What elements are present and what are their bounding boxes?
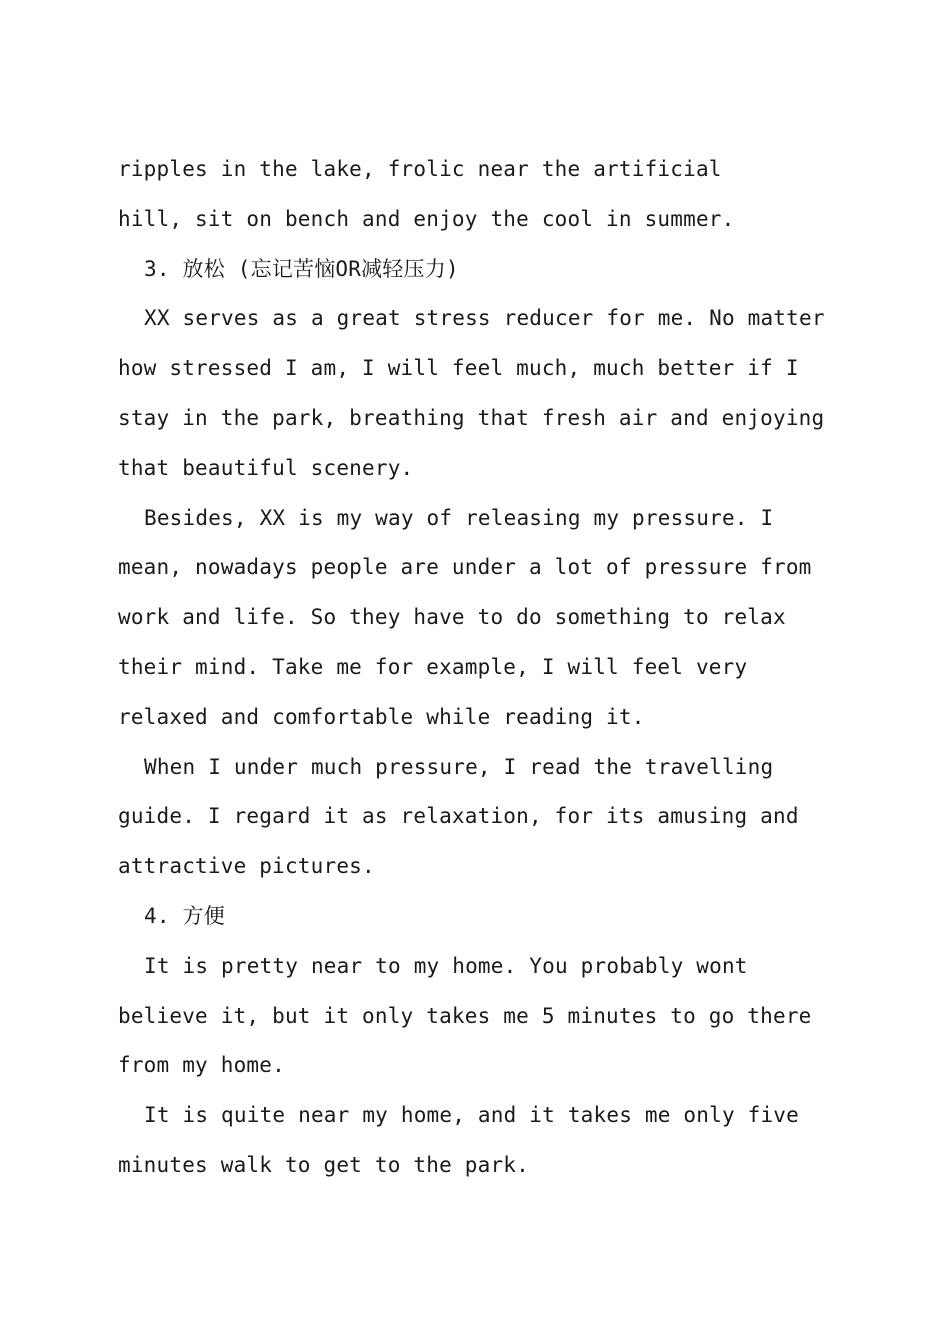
paragraph-start: XX serves as a great stress reducer for me. No matter [144,306,825,331]
paragraph-start: It is quite near my home, and it takes me only five [144,1103,799,1128]
text-line: hill, sit on bench and enjoy the cool in summer. [118,206,735,231]
text-line: ripples in the lake, frolic near the artificial [118,157,722,181]
text-line: believe it, but it only takes me 5 minutes to go there [118,1003,812,1028]
text-line: guide. I regard it as relaxation, for its amusing and [118,804,799,829]
section-heading-convenience: 4. 方便 [144,903,225,928]
paragraph-start: Besides, XX is my way of releasing my pressure. I [144,505,774,530]
text-line: attractive pictures. [118,854,375,879]
document-body [118,145,838,1191]
text-line: their mind. Take me for example, I will feel very [118,654,748,679]
text-line: from my home. [118,1053,285,1078]
text-line: work and life. So they have to do something to relax [118,605,786,630]
text-line: stay in the park, breathing that fresh air and enjoying [118,405,825,430]
paragraph-start: When I under much pressure, I read the travelling [144,754,774,779]
text-line: mean, nowadays people are under a lot of pressure from [118,555,812,580]
text-line: minutes walk to get to the park. [118,1152,529,1177]
section-heading-relax: 3. 放松 (忘记苦恼OR减轻压力) [144,256,459,281]
text-line: that beautiful scenery. [118,455,414,480]
text-line: how stressed I am, I will feel much, much better if I [118,356,799,381]
paragraph-start: It is pretty near to my home. You probably wont [144,953,748,978]
text-line: relaxed and comfortable while reading it. [118,704,645,729]
